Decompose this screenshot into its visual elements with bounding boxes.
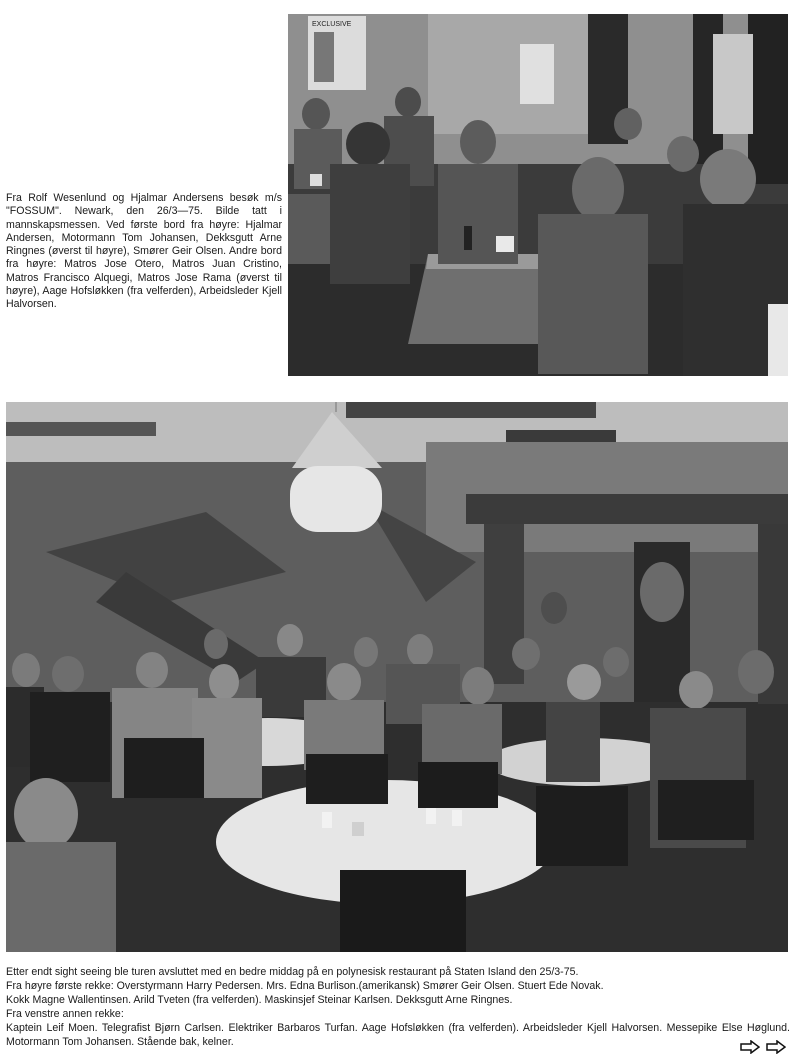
- restaurant-photo: [6, 402, 788, 952]
- caption-line-1: Etter endt sight seeing ble turen avsluttet med en bedre middag på en polynesisk restaurant på Staten Island den 25/3-75.: [6, 966, 579, 978]
- caption-line-2: Fra høyre første rekke: Overstyrmann Harry Pedersen. Mrs. Edna Burlison.(amerikansk) Smører Geir Olsen. Stuert Ede Novak.: [6, 979, 604, 992]
- poster-text: EXCLUSIVE: [312, 21, 352, 28]
- caption-line-5: Kaptein Leif Moen. Telegrafist Bjørn Carlsen. Elektriker Barbaros Turfan. Aage Hofsløkken (fra velferden). Arbeidsleder Kjell Halvorsen. Messepike Else Høglund. Motormann Tom Johansen. Stående bak, kelner.: [6, 1021, 790, 1048]
- crew-mess-photo: [288, 14, 788, 376]
- caption-line-3: Kokk Magne Wallentinsen. Arild Tveten (fra velferden). Maskinsjef Steinar Karlsen. Dekksgutt Arne Ringnes.: [6, 993, 513, 1006]
- arrow-right-icon[interactable]: [740, 1040, 760, 1054]
- top-photo-caption: Fra Rolf Wesenlund og Hjalmar Andersens besøk m/s "FOSSUM". Newark, den 26/3—75. Bilde tatt i mannskapsmessen. Ved første bord fra høyre: Hjalmar Andersen, Motormann Tom Johansen, Dekksgutt Arne Ringnes (øverst til høyre), Smører Geir Olsen. Andre bord fra høyre: Matros Jose Otero, Matros Juan Cristino, Matros Francisco Alquegi, Matros Jose Rama (øverst til høyre), Aage Hofsløkken (fra velferden), Arbeidsleder Kjell Halvorsen.: [6, 192, 282, 311]
- page-navigation: [740, 1040, 786, 1054]
- arrow-right-icon[interactable]: [766, 1040, 786, 1054]
- bottom-photo-caption: [6, 966, 790, 1049]
- caption-line-4: Fra venstre annen rekke:: [6, 1007, 124, 1020]
